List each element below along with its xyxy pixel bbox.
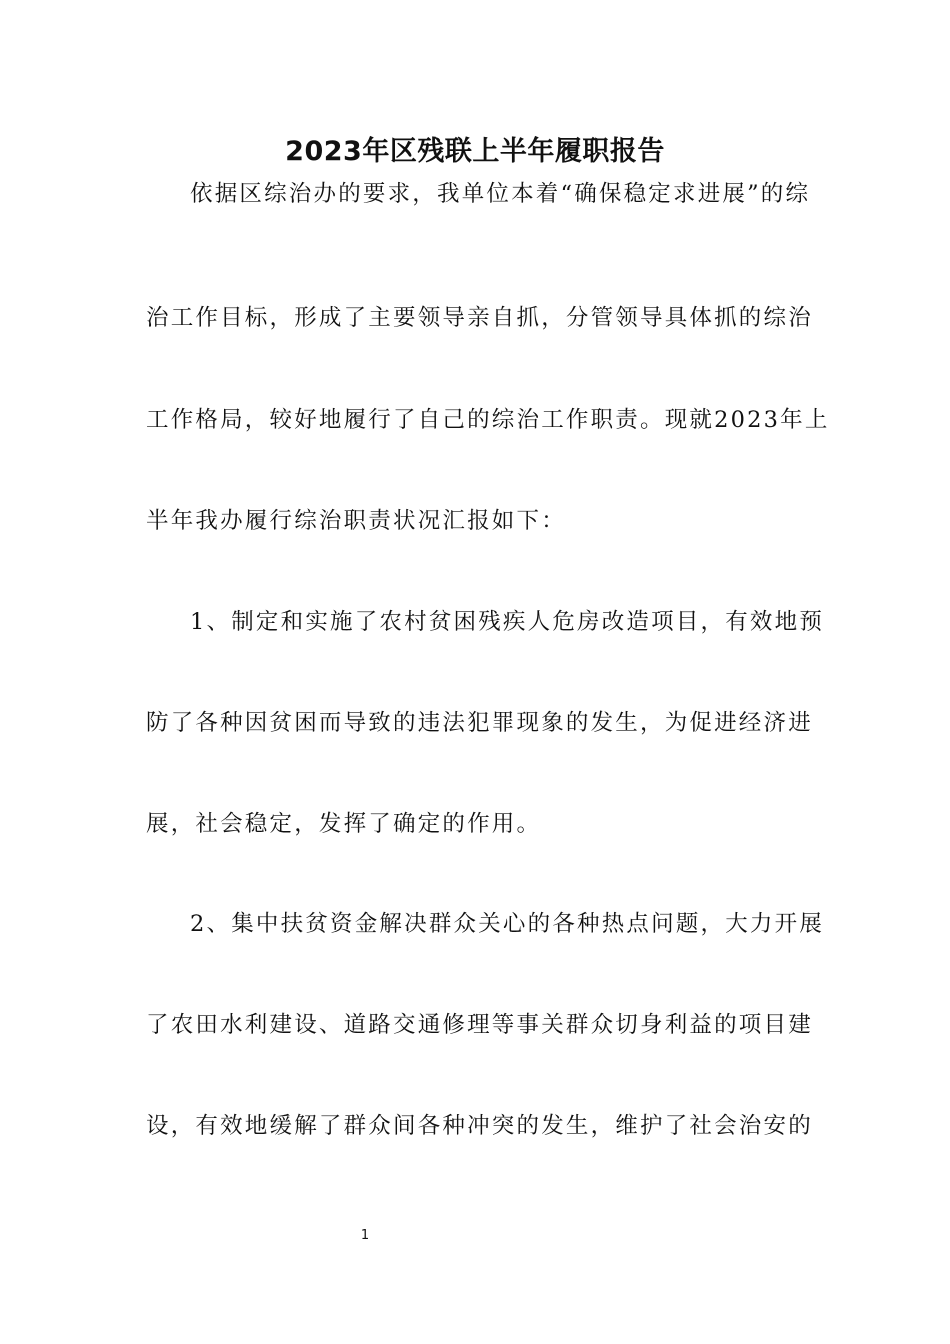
paragraph-line: 防了各种因贫困而导致的违法犯罪现象的发生，为促进经济进 — [146, 710, 813, 736]
paragraph-line: 了农田水利建设、道路交通修理等事关群众切身利益的项目建 — [146, 1012, 813, 1038]
page-number: 1 — [360, 1228, 370, 1243]
document-title: 2023年区残联上半年履职报告 — [285, 136, 665, 167]
paragraph-line: 治工作目标，形成了主要领导亲自抓，分管领导具体抓的综治 — [146, 305, 813, 331]
paragraph-line: 依据区综治办的要求，我单位本着“确保稳定求进展”的综 — [190, 181, 811, 207]
paragraph-line: 半年我办履行综治职责状况汇报如下： — [146, 508, 566, 534]
paragraph-line: 2、集中扶贫资金解决群众关心的各种热点问题，大力开展 — [190, 911, 825, 937]
paragraph-line: 1、制定和实施了农村贫困残疾人危房改造项目，有效地预 — [190, 609, 825, 635]
paragraph-line: 设，有效地缓解了群众间各种冲突的发生，维护了社会治安的 — [146, 1113, 813, 1139]
paragraph-line: 展，社会稳定，发挥了确定的作用。 — [146, 811, 542, 837]
paragraph-line: 工作格局，较好地履行了自己的综治工作职责。现就2023年上 — [146, 407, 830, 433]
